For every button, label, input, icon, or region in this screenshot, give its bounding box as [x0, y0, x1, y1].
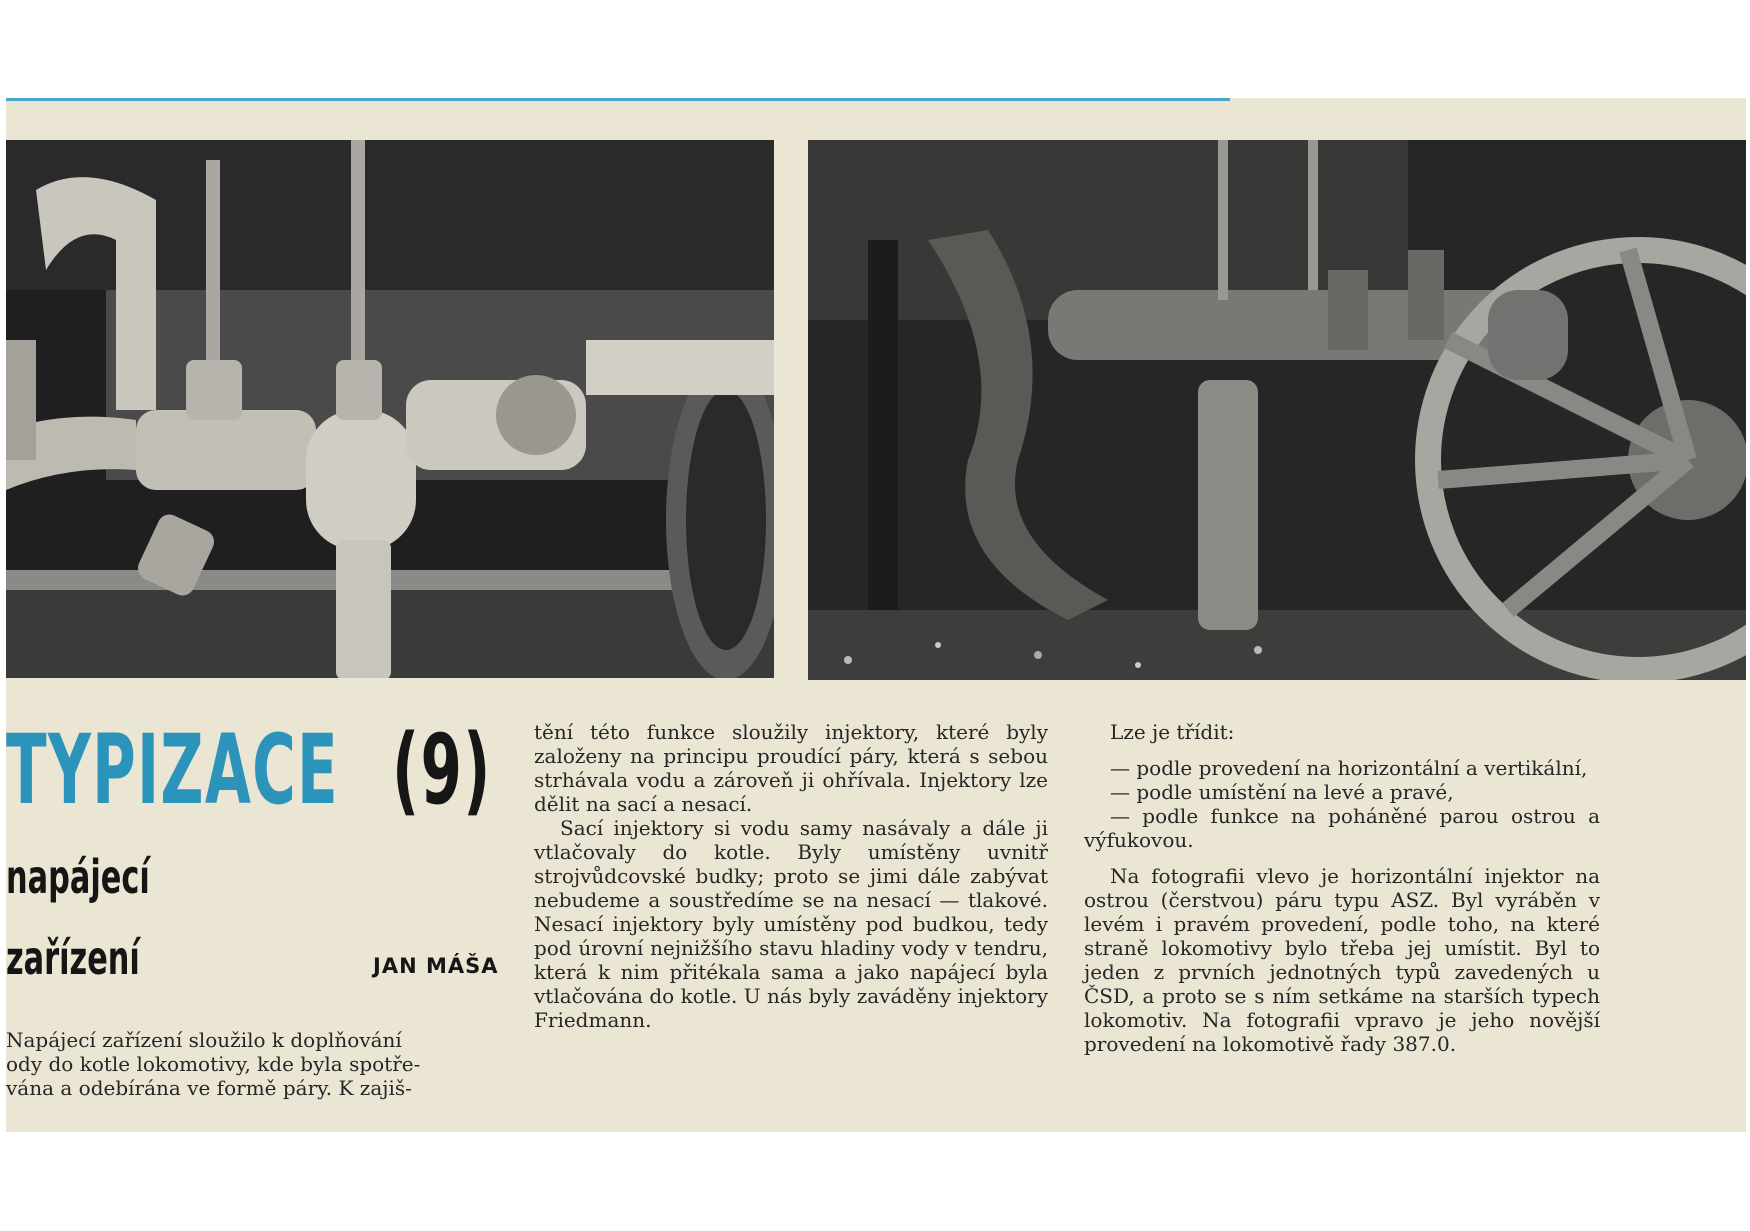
column-2 — [534, 720, 1048, 1032]
column-1-line: vána a odebírána ve formě páry. K zajiš- — [6, 1076, 412, 1100]
column-3 — [1084, 720, 1600, 1056]
column-3-list-item-2: — podle umístění na levé a pravé, — [1110, 780, 1454, 804]
column-3-paragraph-2: Na fotografii vlevo je horizontální injektor na ostrou (čerstvou) páru typu ASZ. Byl vyráběn v levém i pravém provedení, podle toho, na které straně lokomotivy bylo třeba jej umístit. Byl to jeden z prvních jednotných typů zavedených u ČSD, a proto se s ním setkáme na starších typech lokomotiv. Na fotografii vpravo je jeho novější provedení na lokomotivě řady 387.0. — [1084, 864, 1600, 1056]
photo-left-image — [6, 140, 774, 678]
column-3-list-item-1: — podle provedení na horizontální a vertikální, — [1110, 756, 1588, 780]
column-2-paragraph-2: Sací injektory si vodu samy nasávaly a dále ji vtlačovaly do kotle. Byly umístěny uvnitř strojvůdcovské budky; proto se jimi dále zabývat nebudeme a soustředíme se na nesací — tlakové. Nesací injektory byly umístěny pod budkou, tedy pod úrovní nejnižšího stavu hladiny vody v tendru, která k nim přitékala sama a jako napájecí byla vtlačována do kotle. U nás byly zaváděny injektory Friedmann. — [534, 816, 1048, 1032]
title-number: (9) — [392, 714, 492, 826]
top-accent-line — [6, 98, 1230, 101]
subtitle-line-2: zařízení — [6, 931, 140, 985]
author-name: JAN MÁŠA — [373, 954, 499, 978]
photo-right-image — [808, 140, 1746, 680]
photo-left-injector — [6, 140, 774, 678]
column-2-paragraph-1: tění této funkce sloužily injektory, které byly založeny na principu proudící páry, která s sebou strhávala vodu a zároveň ji ohřívala. Injektory lze dělit na sací a nesací. — [534, 720, 1048, 816]
subtitle-line-1: napájecí — [6, 850, 150, 904]
article-title — [6, 710, 506, 830]
column-1-line: Napájecí zařízení sloužilo k doplňování — [6, 1028, 402, 1052]
photo-right-injector — [808, 140, 1746, 680]
title-word: TYPIZACE — [6, 714, 339, 826]
column-1 — [6, 1028, 506, 1100]
column-3-intro: Lze je třídit: — [1110, 720, 1235, 744]
column-3-list-item-3: — podle funkce na poháněné parou ostrou a výfukovou. — [1084, 804, 1600, 852]
magazine-page — [6, 98, 1746, 1132]
column-1-line: ody do kotle lokomotivy, kde byla spotře- — [6, 1052, 421, 1076]
